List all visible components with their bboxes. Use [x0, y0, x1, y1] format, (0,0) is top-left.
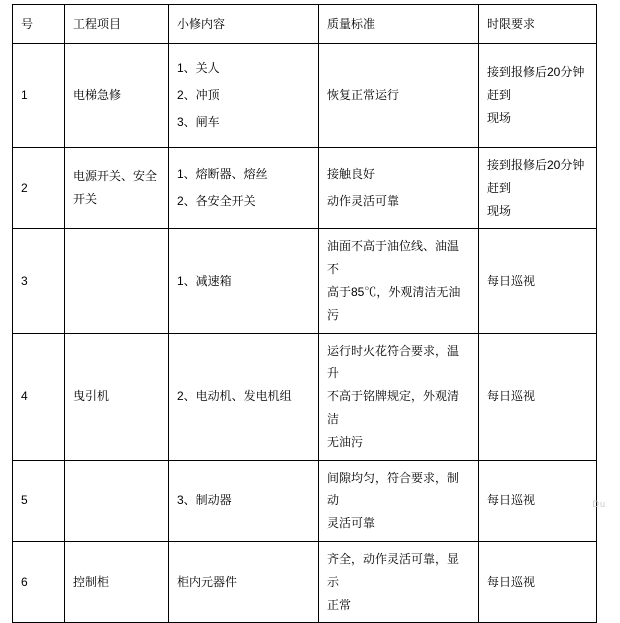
cell-no: 2	[13, 148, 65, 229]
header-cell-item: 工程项目	[65, 5, 169, 44]
cell-no: 3	[13, 229, 65, 333]
cell-content	[169, 229, 319, 333]
content-line: 1、关人	[177, 61, 220, 76]
cell-quality	[319, 148, 479, 229]
content-line: 2、电动机、发电机组	[177, 389, 292, 404]
quality-line: 高于85℃，外观清洁无油污	[327, 284, 461, 322]
quality-line: 无油污	[327, 434, 364, 449]
content-line: 1、熔断器、熔丝	[177, 167, 268, 182]
time-line: 接到报修后20分钟赶到	[487, 65, 585, 103]
cell-quality	[319, 229, 479, 333]
item-line: 开关	[73, 192, 98, 207]
quality-line: 齐全，动作灵活可靠，显示	[327, 551, 460, 589]
content-line: 2、冲顶	[177, 88, 220, 103]
table-row	[13, 460, 597, 541]
content-line: 3、制动器	[177, 493, 232, 508]
cell-content	[169, 148, 319, 229]
header-cell-quality: 质量标准	[319, 5, 479, 44]
quality-line: 动作灵活可靠	[327, 194, 400, 209]
cell-item: 曳引机	[65, 333, 169, 460]
quality-line: 灵活可靠	[327, 516, 376, 531]
cell-time: 每日巡视	[479, 541, 597, 622]
cell-item: 电梯急修	[65, 44, 169, 148]
table-row	[13, 44, 597, 148]
document-page	[0, 4, 620, 612]
watermark: Du	[592, 499, 606, 509]
cell-content	[169, 333, 319, 460]
quality-line: 间隙均匀，符合要求，制动	[327, 470, 460, 508]
cell-item	[65, 460, 169, 541]
cell-quality	[319, 333, 479, 460]
header-cell-no: 号	[13, 5, 65, 44]
quality-line: 油面不高于油位线、油温不	[327, 239, 460, 277]
cell-content	[169, 460, 319, 541]
header-cell-content: 小修内容	[169, 5, 319, 44]
quality-line: 恢复正常运行	[327, 88, 400, 103]
maintenance-table	[12, 4, 597, 623]
table-row	[13, 333, 597, 460]
cell-content	[169, 44, 319, 148]
cell-content: 柜内元器件	[169, 541, 319, 622]
time-line: 现场	[487, 203, 512, 218]
item-line: 电源开关、安全	[73, 169, 158, 184]
cell-no: 1	[13, 44, 65, 148]
header-row	[13, 5, 597, 44]
cell-quality	[319, 44, 479, 148]
cell-time	[479, 148, 597, 229]
cell-time: 每日巡视	[479, 333, 597, 460]
table-body	[13, 44, 597, 623]
cell-time: 每日巡视	[479, 229, 597, 333]
cell-time: 每日巡视	[479, 460, 597, 541]
quality-line: 不高于铭牌规定，外观清洁	[327, 389, 460, 426]
quality-line: 正常	[327, 597, 352, 612]
cell-item	[65, 229, 169, 333]
time-line: 现场	[487, 110, 512, 125]
cell-no: 5	[13, 460, 65, 541]
quality-line: 运行时火花符合要求，温升	[327, 343, 460, 381]
time-line: 接到报修后20分钟赶到	[487, 158, 585, 195]
cell-time	[479, 44, 597, 148]
cell-quality	[319, 541, 479, 622]
content-line: 2、各安全开关	[177, 194, 256, 209]
content-line: 1、减速箱	[177, 273, 232, 288]
table-row	[13, 148, 597, 229]
table-row	[13, 229, 597, 333]
cell-item: 控制柜	[65, 541, 169, 622]
content-line: 3、闸车	[177, 114, 220, 129]
cell-item	[65, 148, 169, 229]
table-row	[13, 541, 597, 622]
cell-quality	[319, 460, 479, 541]
header-cell-time: 时限要求	[479, 5, 597, 44]
quality-line: 接触良好	[327, 167, 376, 182]
cell-no: 6	[13, 541, 65, 622]
cell-no: 4	[13, 333, 65, 460]
table-header	[13, 5, 597, 44]
